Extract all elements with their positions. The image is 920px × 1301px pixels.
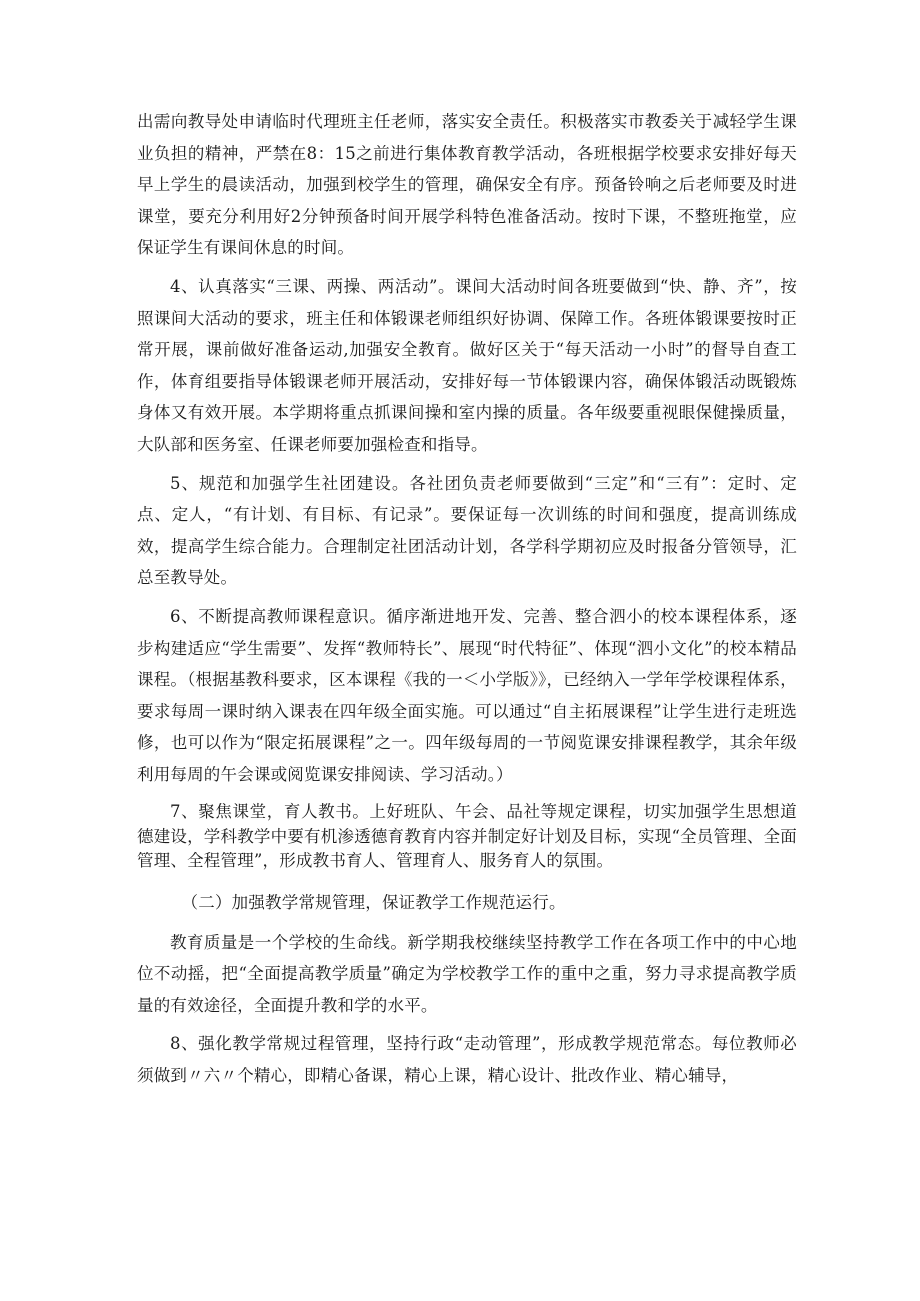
paragraph-item-4: 4、认真落实“三课、两操、两活动”。课间大活动时间各班要做到“快、静、齐”，按照课间大活动的要求，班主任和体锻课老师组织好协调、保障工作。各班体锻课要按时正常开展，课前做好准备运动,加强安全教育。做好区关于“每天活动一小时”的督导自查工作，体育组要指导体锻课老师开展活动，安排好每一节体锻课内容，确保体锻活动既锻炼身体又有效开展。本学期将重点抓课间操和室内操的质量。各年级要重视眼保健操质量，大队部和医务室、任课老师要加强检查和指导。: [137, 276, 797, 454]
document-page: [137, 106, 797, 1092]
paragraph-item-6: 6、不断提高教师课程意识。循序渐进地开发、完善、整合泗小的校本课程体系，逐步构建适应“学生需要”、发挥“教师特长”、展现“时代特征”、体现“泗小文化”的校本精品课程。（根据基教科要求，区本课程《我的一＜小学版》》，已经纳入一学年学校课程体系，要求每周一课时纳入课表在四年级全面实施。可以通过“自主拓展课程”让学生进行走班选修，也可以作为“限定拓展课程”之一。四年级每周的一节阅览课安排课程教学，其余年级利用每周的午会课或阅览课安排阅读、学习活动。）: [137, 606, 797, 784]
paragraph-item-7: 7、聚焦课堂，育人教书。上好班队、午会、品社等规定课程，切实加强学生思想道德建设，学科教学中要有机渗透德育教育内容并制定好计划及目标，实现“全员管理、全面管理、全程管理”，形成教书育人、管理育人、服务育人的氛围。: [137, 802, 797, 871]
paragraph-quality: 教育质量是一个学校的生命线。新学期我校继续坚持教学工作在各项工作中的中心地位不动摇，把“全面提高教学质量”确定为学校教学工作的重中之重，努力寻求提高教学质量的有效途径，全面提升教和学的水平。: [137, 932, 797, 1015]
paragraph-item-5: 5、规范和加强学生社团建设。各社团负责老师要做到“三定”和“三有”：定时、定点、定人，“有计划、有目标、有记录”。要保证每一次训练的时间和强度，提高训练成效，提高学生综合能力。合理制定社团活动计划，各学科学期初应及时报备分管领导，汇总至教导处。: [137, 473, 797, 588]
paragraph-item-8: 8、强化教学常规过程管理，坚持行政“走动管理”，形成教学规范常态。每位教师必须做到〃六〃个精心，即精心备课，精心上课，精心设计、批改作业、精心辅导，: [137, 1034, 797, 1085]
paragraph-continuation: 出需向教导处申请临时代理班主任老师，落实安全责任。积极落实市教委关于减轻学生课业负担的精神，严禁在8：15之前进行集体教育教学活动，各班根据学校要求安排好每天早上学生的晨读活动，加强到校学生的管理，确保安全有序。预备铃响之后老师要及时进课堂，要充分利用好2分钟预备时间开展学科特色准备活动。按时下课，不整班拖堂，应保证学生有课间休息的时间。: [137, 112, 797, 258]
section-heading: （二）加强教学常规管理，保证教学工作规范运行。: [181, 892, 566, 912]
